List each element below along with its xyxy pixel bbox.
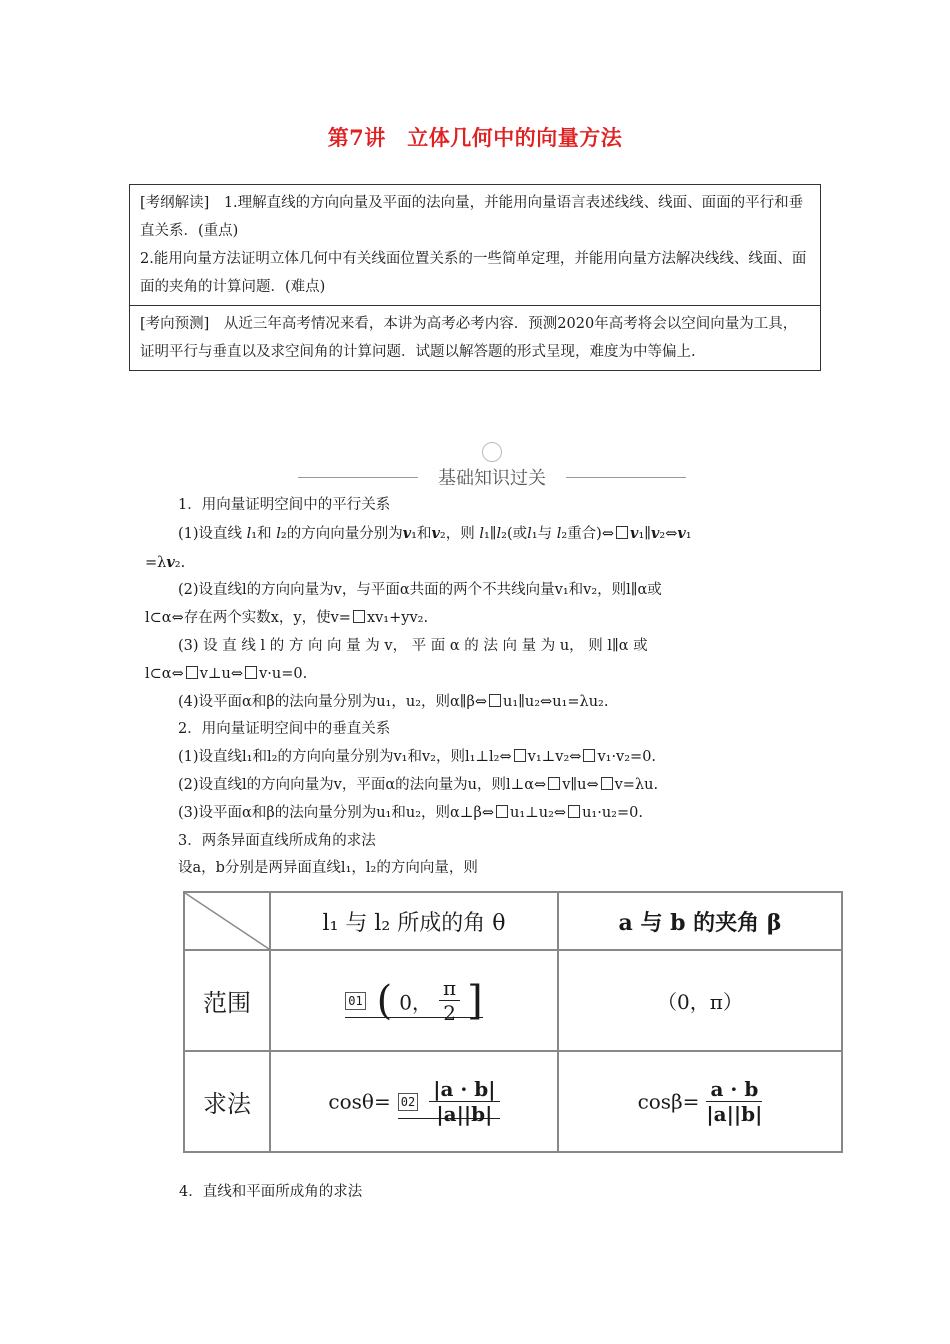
range-cell-1: 01 ( 0， $\frac{\pi}{2}$ ] (270, 950, 558, 1051)
forecast-text: [考向预测] 从近三年高考情况来看，本讲为高考必考内容．预测2020年高考将会以空间向量为工具，证明平行与垂直以及求空间角的计算问题．试题以解答题的形式呈现，难度为中等偏上. (140, 316, 798, 360)
outline-box (129, 184, 821, 371)
s2-item1: (1)设直线l₁和l₂的方向向量分别为v₁和v₂，则l₁⊥l₂⇔ v₁⊥v₂⇔ v₁·v₂=0. (178, 749, 657, 766)
syllabus-block (130, 185, 820, 305)
page-title: 第7讲 立体几何中的向量方法 (327, 125, 623, 150)
blank-box-icon (514, 749, 526, 762)
s1-item2-cont: l⊂α⇔存在两个实数x，y，使v= xv₁+yv₂. (145, 610, 429, 627)
s1-item3: (3) 设 直 线 l 的 方 向 向 量 为 v， 平 面 α 的 法 向 量 为 u， 则 l∥α 或 (178, 637, 648, 654)
blank-box-icon (245, 666, 257, 679)
header-col1: l₁ 与 l₂ 所成的角 θ (270, 892, 558, 950)
leaf-emblem-icon (482, 442, 502, 462)
s1-item1-cont: =λv₂. (145, 553, 186, 571)
s3-intro: 设a，b分别是两异面直线l₁，l₂的方向向量，则 (178, 860, 478, 877)
s1-item1: (1)设直线 l₁和 l₂的方向向量分别为v₁和v₂，则 l₁∥l₂(或l₁与 l₂重合)⇔ v₁∥v₂⇔v₁ (178, 524, 692, 542)
blank-box-icon (616, 526, 628, 539)
blank-box-icon (353, 610, 365, 623)
section-heading (298, 442, 686, 492)
section-heading-text: 基础知识过关 (438, 468, 546, 489)
angle-table (183, 891, 843, 1153)
s2-item2: (2)设直线l的方向向量为v，平面α的法向量为u，则l⊥α⇔ v∥u⇔ v=λu. (178, 776, 659, 793)
blank-box-icon (568, 805, 580, 818)
s2-title: 2．用向量证明空间中的垂直关系 (178, 721, 391, 738)
range-cell-2: （0，π） (558, 950, 842, 1051)
blank-number: 02 (398, 1093, 418, 1111)
content-body (145, 492, 807, 883)
s1-title: 1．用向量证明空间中的平行关系 (178, 497, 391, 513)
header-col2: a 与 b 的夹角 β (558, 892, 842, 950)
s3-title: 3．两条异面直线所成角的求法 (178, 832, 376, 849)
method-cell-1: cosθ= 02 $\frac{|a \cdot b|}{|a||b|}$ (270, 1051, 558, 1152)
blank-box-icon (489, 694, 501, 707)
row-label-method: 求法 (184, 1051, 270, 1152)
blank-box-icon (601, 777, 613, 790)
blank-box-icon (583, 749, 595, 762)
blank-box-icon (186, 666, 198, 679)
forecast-block (130, 305, 820, 370)
s1-item4: (4)设平面α和β的法向量分别为u₁，u₂，则α∥β⇔ u₁∥u₂⇔u₁=λu₂. (178, 693, 609, 710)
s1-item2: (2)设直线l的方向向量为v，与平面α共面的两个不共线向量v₁和v₂，则l∥α或 (178, 582, 662, 599)
s1-item3-cont: l⊂α⇔ v⊥u⇔ v·u=0. (145, 665, 308, 682)
blank-number: 01 (345, 992, 365, 1010)
blank-box-icon (496, 805, 508, 818)
row-label-range: 范围 (184, 950, 270, 1051)
blank-box-icon (548, 777, 560, 790)
syllabus-line-1: [考纲解读] 1.理解直线的方向向量及平面的法向量，并能用向量语言表述线线、线面、面面的平行和垂直关系．(重点) (140, 195, 804, 239)
corner-cell (184, 892, 270, 950)
s4-title: 4．直线和平面所成角的求法 (179, 1184, 363, 1200)
s2-item3: (3)设平面α和β的法向量分别为u₁和u₂，则α⊥β⇔ u₁⊥u₂⇔ u₁·u₂=0. (178, 804, 643, 821)
syllabus-line-2: 2.能用向量方法证明立体几何中有关线面位置关系的一些简单定理，并能用向量方法解决线线、线面、面面的夹角的计算问题．(难点) (140, 251, 807, 295)
method-cell-2: cosβ= $\frac{a \cdot b}{|a||b|}$ (558, 1051, 842, 1152)
